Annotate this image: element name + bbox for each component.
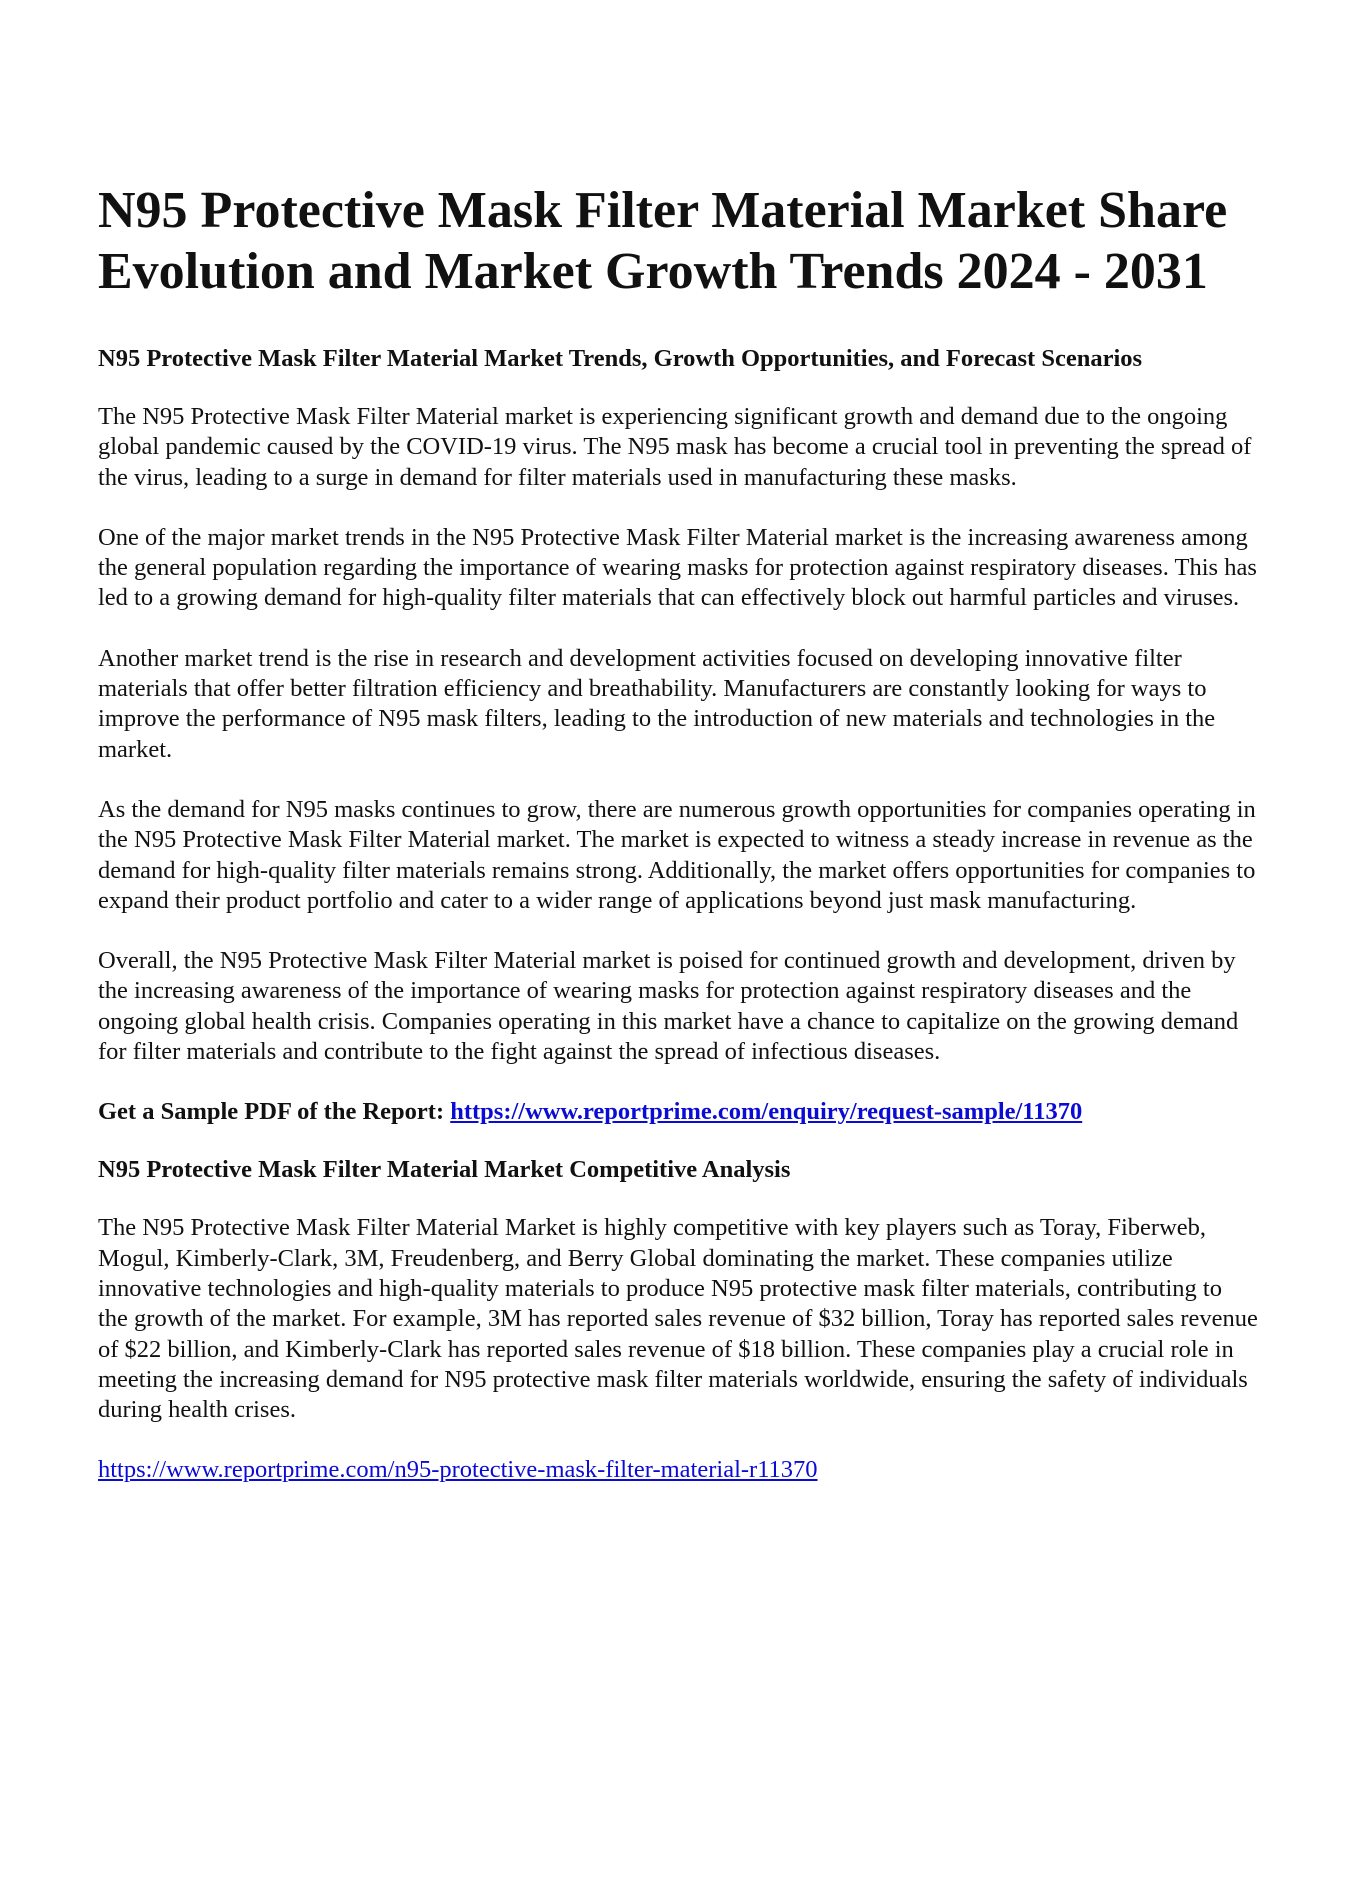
- sample-pdf-label: Get a Sample PDF of the Report:: [98, 1098, 451, 1126]
- page-title: N95 Protective Mask Filter Material Market Share Evolution and Market Growth Trends 2024 - 2031: [98, 182, 1228, 300]
- sample-pdf-link[interactable]: https://www.reportprime.com/enquiry/request-sample/11370: [450, 1098, 1083, 1126]
- paragraph-competitive-analysis: The N95 Protective Mask Filter Material Market is highly competitive with key players such as Toray, Fiberweb, Mogul, Kimberly-Clark, 3M, Freudenberg, and Berry Global dominating the market. These companies utilize innovative technologies and high-quality materials to produce N95 protective mask filter materials, contributing to the growth of the market. For example, 3M has reported sales revenue of $32 billion, Toray has reported sales revenue of $22 billion, and Kimberly-Clark has reported sales revenue of $18 billion. These companies play a crucial role in meeting the increasing demand for N95 protective mask filter materials worldwide, ensuring the safety of individuals during health crises.: [98, 1214, 1258, 1424]
- paragraph-overall: Overall, the N95 Protective Mask Filter Material market is poised for continued growth and development, driven by the increasing awareness of the importance of wearing masks for protection against respiratory diseases and the ongoing global health crisis. Companies operating in this market have a chance to capitalize on the growing demand for filter materials and contribute to the fight against the spread of infectious diseases.: [98, 947, 1239, 1066]
- section-heading-competitive: N95 Protective Mask Filter Material Market Competitive Analysis: [98, 1156, 791, 1184]
- sample-pdf-line: [98, 1097, 1258, 1127]
- document-content: [98, 180, 1258, 1485]
- paragraph-intro: The N95 Protective Mask Filter Material market is experiencing significant growth and demand due to the ongoing global pandemic caused by the COVID-19 virus. The N95 mask has become a crucial tool in preventing the spread of the virus, leading to a surge in demand for filter materials used in manufacturing these masks.: [98, 403, 1252, 491]
- paragraph-awareness-trend: One of the major market trends in the N95 Protective Mask Filter Material market is the increasing awareness among the general population regarding the importance of wearing masks for protection against respiratory diseases. This has led to a growing demand for high-quality filter materials that can effectively block out harmful particles and viruses.: [98, 523, 1257, 612]
- paragraph-growth-opportunities: As the demand for N95 masks continues to grow, there are numerous growth opportunities for companies operating in the N95 Protective Mask Filter Material market. The market is expected to witness a steady increase in revenue as the demand for high-quality filter materials remains strong. Additionally, the market offers opportunities for companies to expand their product portfolio and cater to a wider range of applications beyond just mask manufacturing.: [98, 795, 1256, 914]
- report-link-line: [98, 1455, 1258, 1485]
- paragraph-rnd-trend: Another market trend is the rise in research and development activities focused on developing innovative filter materials that offer better filtration efficiency and breathability. Manufacturers are constantly looking for ways to improve the performance of N95 mask filters, leading to the introduction of new materials and technologies in the market.: [98, 644, 1216, 763]
- report-link[interactable]: https://www.reportprime.com/n95-protective-mask-filter-material-r11370: [98, 1456, 818, 1484]
- section-heading-trends: N95 Protective Mask Filter Material Market Trends, Growth Opportunities, and Forecast Scenarios: [98, 345, 1143, 372]
